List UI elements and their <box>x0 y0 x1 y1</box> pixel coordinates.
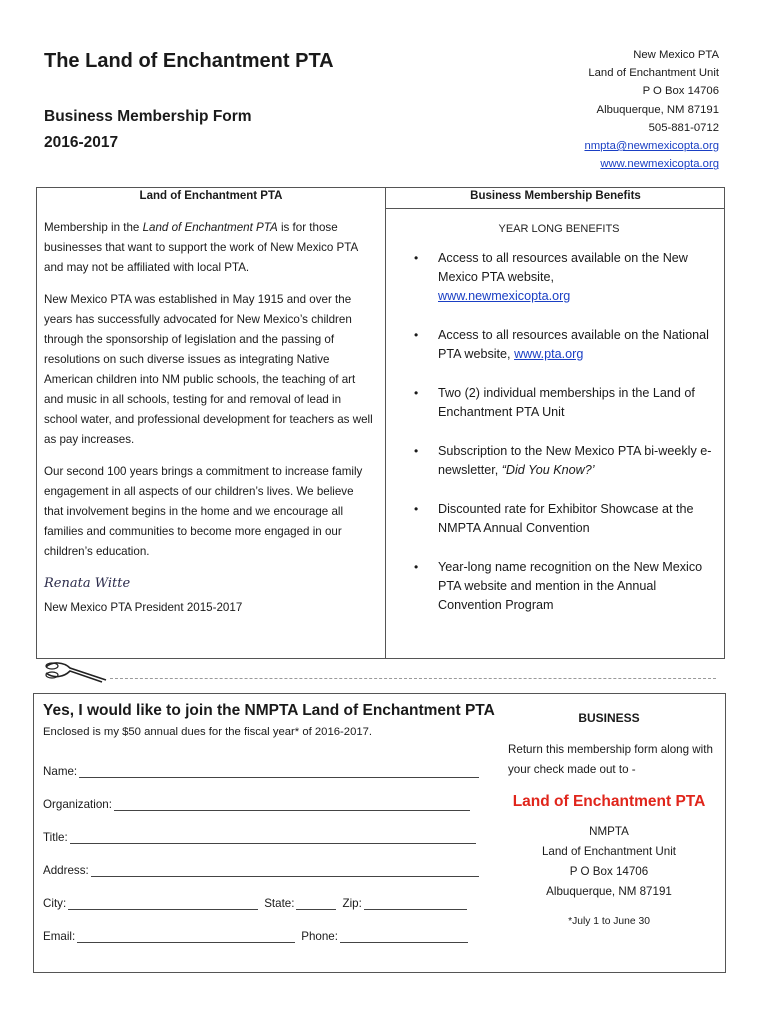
fiscal-year-footnote: *July 1 to June 30 <box>568 916 650 927</box>
name-field[interactable] <box>43 765 479 778</box>
title-field[interactable] <box>43 831 476 844</box>
dues-statement: Enclosed is my $50 annual dues for the fiscal year* of 2016-2017. <box>43 726 373 738</box>
nmpta-website-link[interactable]: www.newmexicopta.org <box>438 289 571 303</box>
page-title: The Land of Enchantment PTA <box>44 50 334 72</box>
table-header-left: Land of Enchantment PTA <box>139 190 283 202</box>
payee-name: Land of Enchantment PTA <box>512 793 706 810</box>
contact-website-link[interactable]: www.newmexicopta.org <box>600 158 719 171</box>
bullet-icon: • <box>414 251 419 265</box>
zip-line[interactable] <box>364 897 467 910</box>
name-line[interactable] <box>79 765 479 778</box>
bullet-icon: • <box>414 328 419 342</box>
form-title: Business Membership Form <box>44 108 252 125</box>
contact-city: Albuquerque, NM 87191 <box>596 103 719 116</box>
benefit-item: • Access to all resources available on the National PTA website, www.pta.org <box>414 328 709 361</box>
organization-line[interactable] <box>114 798 470 811</box>
city-label: City: <box>43 897 67 910</box>
contact-pobox: P O Box 14706 <box>642 85 719 98</box>
about-column <box>44 218 374 630</box>
mailing-panel <box>498 708 720 932</box>
table-header-right: Business Membership Benefits <box>470 190 641 202</box>
phone-label: Phone: <box>301 930 338 943</box>
mailing-line-4: Albuquerque, NM 87191 <box>546 885 672 898</box>
city-line[interactable] <box>68 897 258 910</box>
business-label: BUSINESS <box>578 711 640 725</box>
about-paragraph-2: New Mexico PTA was established in May 1915 and over the years has successfully advocated for New Mexico’s children through the sponsorship of legislation and the passing of resolutions on such diverse issues as integrating Native American children into NM public schools, the teaching of art and music in all schools, testing for and removal of lead in school water, and professional development for teachers as well as pay increases. <box>44 293 373 446</box>
president-signature: Renata Witte <box>44 576 131 591</box>
contact-org: New Mexico PTA <box>633 49 719 61</box>
form-year: 2016-2017 <box>44 134 119 151</box>
bullet-icon: • <box>414 444 419 458</box>
email-label: Email: <box>43 930 76 943</box>
address-line[interactable] <box>91 864 479 877</box>
city-state-zip-field[interactable] <box>43 897 467 910</box>
scissors-icon <box>42 659 108 685</box>
mailing-line-2: Land of Enchantment Unit <box>541 845 677 858</box>
benefit-item: • Two (2) individual memberships in the Land of Enchantment PTA Unit <box>414 386 695 419</box>
state-label: State: <box>264 897 295 910</box>
about-paragraph-3: Our second 100 years brings a commitment to increase family engagement in all aspects of our children’s lives. We believe that involvement begins in the home and we encourage all families and communities to become more engaged in our children’s education. <box>44 465 363 558</box>
bullet-icon: • <box>414 560 419 574</box>
title-label: Title: <box>43 831 68 844</box>
contact-unit: Land of Enchantment Unit <box>588 67 719 80</box>
benefit-item: • Access to all resources available on the New Mexico PTA website, www.newmexicopta.org <box>414 251 688 303</box>
organization-label: Organization: <box>43 798 112 811</box>
table-header-gap <box>37 208 385 213</box>
phone-line[interactable] <box>340 930 468 943</box>
contact-block <box>584 46 719 173</box>
email-phone-field[interactable] <box>43 930 468 943</box>
address-label: Address: <box>43 864 89 877</box>
president-title: New Mexico PTA President 2015-2017 <box>44 601 243 614</box>
address-field[interactable] <box>43 864 479 877</box>
cut-line <box>110 678 716 679</box>
bullet-icon: • <box>414 386 419 400</box>
benefit-item: • Subscription to the New Mexico PTA bi-weekly e-newsletter, “Did You Know?’ <box>414 444 712 477</box>
name-label: Name: <box>43 765 78 778</box>
organization-field[interactable] <box>43 798 470 811</box>
benefits-heading: YEAR LONG BENEFITS <box>498 223 620 235</box>
email-line[interactable] <box>77 930 295 943</box>
bullet-icon: • <box>414 502 419 516</box>
zip-label: Zip: <box>342 897 362 910</box>
title-line[interactable] <box>70 831 476 844</box>
benefits-column <box>400 220 718 635</box>
state-line[interactable] <box>296 897 336 910</box>
return-instructions: Return this membership form along with your check made out to - <box>508 743 713 776</box>
table-column-divider <box>385 187 386 659</box>
about-paragraph-1: Membership in the Land of Enchantment PTA is for those businesses that want to support the work of New Mexico PTA and may not be affiliated with local PTA. <box>44 221 358 274</box>
mailing-line-1: NMPTA <box>589 825 629 838</box>
contact-email-link[interactable]: nmpta@newmexicopta.org <box>584 140 719 153</box>
join-heading: Yes, I would like to join the NMPTA Land of Enchantment PTA <box>43 702 495 719</box>
national-pta-link[interactable]: www.pta.org <box>514 347 584 361</box>
contact-phone: 505-881-0712 <box>648 121 719 134</box>
benefit-item: • Discounted rate for Exhibitor Showcase at the NMPTA Annual Convention <box>414 502 694 535</box>
mailing-line-3: P O Box 14706 <box>569 865 649 878</box>
benefit-item: • Year-long name recognition on the New Mexico PTA website and mention in the Annual Convention Program <box>414 560 703 612</box>
